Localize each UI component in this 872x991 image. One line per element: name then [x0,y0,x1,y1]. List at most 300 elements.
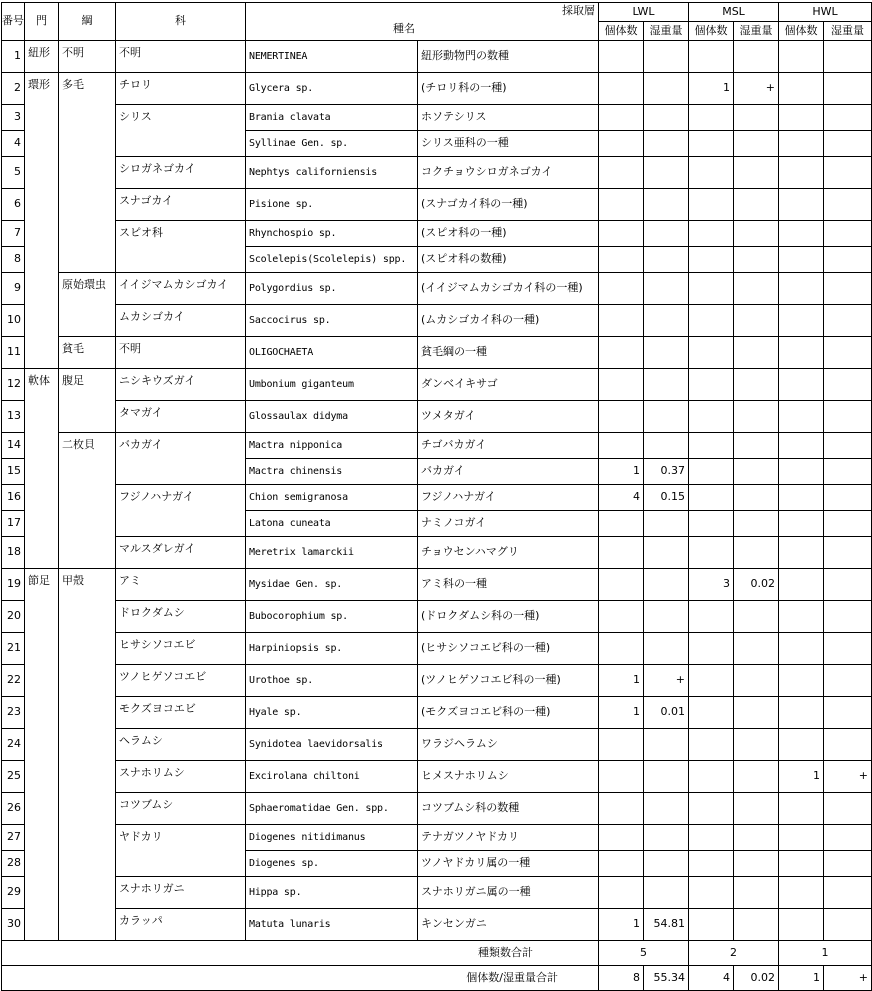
msl-weight [734,41,779,73]
lwl-count [599,877,644,909]
msl-weight [734,157,779,189]
row-number: 14 [2,433,25,459]
msl-count [689,761,734,793]
lwl-count [599,433,644,459]
table-row [2,601,872,633]
japanese-name: ツノヤドカリ属の一種 [418,851,599,877]
msl-weight [734,665,779,697]
japanese-name: テナガツノヤドカリ [418,825,599,851]
msl-count [689,877,734,909]
lwl-weight [644,569,689,601]
lwl-count: 1 [599,909,644,941]
lwl-count [599,729,644,761]
lwl-count: 4 [599,485,644,511]
family-cell: モクズヨコエビ [116,697,246,729]
msl-weight [734,601,779,633]
hwl-count [779,305,824,337]
class-cell: 腹足 [59,369,116,433]
hwl-count [779,73,824,105]
lwl-weight [644,73,689,105]
lwl-count: 1 [599,697,644,729]
hwl-weight: + [824,761,872,793]
msl-count [689,729,734,761]
row-number: 18 [2,537,25,569]
row-number: 10 [2,305,25,337]
msl-weight [734,401,779,433]
table-row [2,697,872,729]
lwl-count [599,601,644,633]
table-row [2,221,872,247]
family-cell: アミ [116,569,246,601]
row-number: 29 [2,877,25,909]
msl-weight [734,433,779,459]
scientific-name: Diogenes nitidimanus [246,825,418,851]
msl-count [689,825,734,851]
header-weight: 湿重量 [824,22,872,41]
species-count-total-row [2,941,872,966]
hwl-weight [824,41,872,73]
scientific-name: Rhynchospio sp. [246,221,418,247]
japanese-name: (ヒサシソコエビ科の一種) [418,633,599,665]
scientific-name: Umbonium giganteum [246,369,418,401]
hwl-weight [824,825,872,851]
family-cell: スナゴカイ [116,189,246,221]
family-cell: マルスダレガイ [116,537,246,569]
msl-count [689,131,734,157]
table-row [2,337,872,369]
family-cell: 不明 [116,337,246,369]
lwl-count [599,221,644,247]
family-cell: コツブムシ [116,793,246,825]
japanese-name: 貧毛綱の一種 [418,337,599,369]
scientific-name: OLIGOCHAETA [246,337,418,369]
msl-count [689,433,734,459]
msl-count [689,247,734,273]
hwl-count [779,825,824,851]
msl-count: 3 [689,569,734,601]
lwl-weight [644,105,689,131]
hwl-weight [824,851,872,877]
lwl-weight: 0.15 [644,485,689,511]
scientific-name: Hyale sp. [246,697,418,729]
msl-count [689,157,734,189]
hwl-count [779,909,824,941]
japanese-name: (ムカシゴカイ科の一種) [418,305,599,337]
msl-weight [734,761,779,793]
japanese-name: キンセンガニ [418,909,599,941]
header-zone-lwl: LWL [599,3,689,22]
japanese-name: ヒメスナホリムシ [418,761,599,793]
row-number: 11 [2,337,25,369]
lwl-count [599,337,644,369]
msl-weight: + [734,73,779,105]
lwl-count [599,157,644,189]
msl-count [689,369,734,401]
hwl-weight-sum: + [824,966,872,991]
family-cell: バカガイ [116,433,246,485]
japanese-name: ダンベイキサゴ [418,369,599,401]
msl-count: 1 [689,73,734,105]
scientific-name: Pisione sp. [246,189,418,221]
hwl-count [779,41,824,73]
lwl-count [599,73,644,105]
lwl-count [599,131,644,157]
japanese-name: (ドロクダムシ科の一種) [418,601,599,633]
lwl-weight [644,41,689,73]
hwl-weight [824,909,872,941]
msl-count [689,909,734,941]
msl-count [689,793,734,825]
msl-weight [734,305,779,337]
hwl-count [779,485,824,511]
family-cell: シリス [116,105,246,157]
sum-label: 個体数/湿重量合計 [2,966,599,991]
lwl-weight [644,189,689,221]
phylum-cell: 紐形 [25,41,59,73]
msl-weight [734,729,779,761]
phylum-cell: 環形 [25,73,59,369]
scientific-name: Polygordius sp. [246,273,418,305]
hwl-weight [824,877,872,909]
lwl-weight [644,369,689,401]
header-count: 個体数 [779,22,824,41]
lwl-weight [644,131,689,157]
family-cell: タマガイ [116,401,246,433]
hwl-count [779,569,824,601]
msl-count [689,851,734,877]
lwl-weight [644,729,689,761]
family-cell: カラッパ [116,909,246,941]
table-row [2,729,872,761]
row-number: 8 [2,247,25,273]
msl-weight [734,851,779,877]
japanese-name: スナホリガニ属の一種 [418,877,599,909]
japanese-name: (スピオ科の一種) [418,221,599,247]
msl-count [689,665,734,697]
lwl-weight [644,247,689,273]
hwl-weight [824,729,872,761]
family-cell: ムカシゴカイ [116,305,246,337]
lwl-count [599,761,644,793]
scientific-name: Brania clavata [246,105,418,131]
msl-count [689,41,734,73]
table-row [2,537,872,569]
hwl-count [779,157,824,189]
japanese-name: (ツノヒゲソコエビ科の一種) [418,665,599,697]
lwl-count [599,825,644,851]
family-cell: シロガネゴカイ [116,157,246,189]
msl-count [689,485,734,511]
msl-weight [734,793,779,825]
scientific-name: Nephtys californiensis [246,157,418,189]
class-cell: 多毛 [59,73,116,273]
japanese-name: チゴバカガイ [418,433,599,459]
row-number: 15 [2,459,25,485]
species-table [1,2,872,991]
lwl-weight [644,537,689,569]
lwl-weight [644,793,689,825]
hwl-weight [824,485,872,511]
hwl-count [779,697,824,729]
family-cell: ヘラムシ [116,729,246,761]
msl-weight [734,273,779,305]
table-row [2,157,872,189]
table-row [2,665,872,697]
hwl-count [779,369,824,401]
msl-count [689,189,734,221]
msl-species-total: 2 [689,941,779,966]
hwl-weight [824,273,872,305]
scientific-name: NEMERTINEA [246,41,418,73]
row-number: 21 [2,633,25,665]
lwl-count [599,105,644,131]
hwl-weight [824,665,872,697]
scientific-name: Mysidae Gen. sp. [246,569,418,601]
scientific-name: Scolelepis(Scolelepis) spp. [246,247,418,273]
hwl-count [779,401,824,433]
family-cell: ドロクダムシ [116,601,246,633]
hwl-weight [824,247,872,273]
hwl-weight [824,189,872,221]
japanese-name: アミ科の一種 [418,569,599,601]
table-row [2,825,872,851]
table-row [2,909,872,941]
hwl-count [779,877,824,909]
lwl-weight [644,157,689,189]
lwl-weight [644,305,689,337]
table-row [2,633,872,665]
lwl-weight [644,601,689,633]
table-body [2,41,872,941]
row-number: 5 [2,157,25,189]
msl-weight [734,697,779,729]
family-cell: スナホリムシ [116,761,246,793]
japanese-name: シリス亜科の一種 [418,131,599,157]
row-number: 26 [2,793,25,825]
table-row [2,877,872,909]
family-cell: スナホリガニ [116,877,246,909]
msl-weight [734,105,779,131]
hwl-weight [824,511,872,537]
japanese-name: ホソテシリス [418,105,599,131]
lwl-count: 1 [599,459,644,485]
lwl-count [599,41,644,73]
scientific-name: Hippa sp. [246,877,418,909]
row-number: 6 [2,189,25,221]
hwl-count [779,189,824,221]
species-count-label: 種類数合計 [2,941,599,966]
lwl-weight: 54.81 [644,909,689,941]
japanese-name: ツメタガイ [418,401,599,433]
msl-count [689,633,734,665]
japanese-name: (スピオ科の数種) [418,247,599,273]
lwl-species-total: 5 [599,941,689,966]
lwl-weight-sum: 55.34 [644,966,689,991]
hwl-count [779,433,824,459]
header-weight: 湿重量 [644,22,689,41]
table-row [2,485,872,511]
family-cell: フジノハナガイ [116,485,246,537]
msl-weight [734,221,779,247]
msl-count [689,401,734,433]
row-number: 17 [2,511,25,537]
scientific-name: Excirolana chiltoni [246,761,418,793]
msl-count [689,337,734,369]
lwl-weight [644,761,689,793]
class-cell: 二枚貝 [59,433,116,569]
lwl-count [599,189,644,221]
row-number: 4 [2,131,25,157]
table-row [2,41,872,73]
lwl-count [599,569,644,601]
family-cell: チロリ [116,73,246,105]
lwl-count [599,537,644,569]
hwl-weight [824,793,872,825]
header-count: 個体数 [689,22,734,41]
lwl-count [599,401,644,433]
family-cell: イイジマムカシゴカイ [116,273,246,305]
japanese-name: (イイジマムカシゴカイ科の一種) [418,273,599,305]
hwl-weight [824,569,872,601]
msl-weight [734,537,779,569]
lwl-weight [644,511,689,537]
family-cell: ヤドカリ [116,825,246,877]
japanese-name: フジノハナガイ [418,485,599,511]
table-row [2,401,872,433]
msl-weight [734,131,779,157]
lwl-weight [644,877,689,909]
lwl-weight [644,433,689,459]
lwl-count [599,369,644,401]
hwl-weight [824,221,872,247]
scientific-name: Urothoe sp. [246,665,418,697]
msl-weight: 0.02 [734,569,779,601]
msl-count-sum: 4 [689,966,734,991]
scientific-name: Latona cuneata [246,511,418,537]
hwl-count [779,459,824,485]
lwl-count: 1 [599,665,644,697]
row-number: 9 [2,273,25,305]
hwl-weight [824,337,872,369]
hwl-count [779,511,824,537]
row-number: 12 [2,369,25,401]
scientific-name: Diogenes sp. [246,851,418,877]
row-number: 16 [2,485,25,511]
phylum-cell: 軟体 [25,369,59,569]
row-number: 23 [2,697,25,729]
hwl-count [779,247,824,273]
row-number: 30 [2,909,25,941]
header-phylum: 門 [25,3,59,41]
lwl-count [599,247,644,273]
row-number: 13 [2,401,25,433]
japanese-name: (スナゴカイ科の一種) [418,189,599,221]
hwl-count [779,729,824,761]
hwl-count [779,537,824,569]
msl-weight [734,459,779,485]
class-cell: 原始環虫 [59,273,116,337]
scientific-name: Syllinae Gen. sp. [246,131,418,157]
hwl-count [779,221,824,247]
header-species-cell [246,3,599,41]
msl-weight [734,511,779,537]
row-number: 3 [2,105,25,131]
row-number: 25 [2,761,25,793]
table-row [2,105,872,131]
hwl-weight [824,105,872,131]
header-zone-hwl: HWL [779,3,872,22]
lwl-count [599,511,644,537]
scientific-name: Glycera sp. [246,73,418,105]
family-cell: ヒサシソコエビ [116,633,246,665]
header-row-1 [2,3,872,22]
scientific-name: Mactra chinensis [246,459,418,485]
scientific-name: Synidotea laevidorsalis [246,729,418,761]
hwl-species-total: 1 [779,941,872,966]
row-number: 19 [2,569,25,601]
table-row [2,569,872,601]
msl-count [689,697,734,729]
lwl-weight [644,273,689,305]
lwl-count-sum: 8 [599,966,644,991]
msl-weight [734,825,779,851]
table-row [2,761,872,793]
lwl-weight: 0.01 [644,697,689,729]
hwl-count [779,851,824,877]
table-row [2,273,872,305]
hwl-weight [824,697,872,729]
hwl-weight [824,305,872,337]
hwl-count [779,105,824,131]
class-cell: 不明 [59,41,116,73]
hwl-weight [824,401,872,433]
row-number: 24 [2,729,25,761]
msl-count [689,273,734,305]
hwl-weight [824,131,872,157]
table-row [2,189,872,221]
hwl-count: 1 [779,761,824,793]
hwl-count [779,633,824,665]
table-row [2,793,872,825]
msl-weight [734,485,779,511]
msl-count [689,221,734,247]
msl-count [689,459,734,485]
msl-weight-sum: 0.02 [734,966,779,991]
header-layer: 採取層 [562,4,595,17]
row-number: 2 [2,73,25,105]
msl-weight [734,247,779,273]
japanese-name: コクチョウシロガネゴカイ [418,157,599,189]
class-cell: 貧毛 [59,337,116,369]
sum-total-row [2,966,872,991]
hwl-weight [824,633,872,665]
msl-count [689,537,734,569]
japanese-name: バカガイ [418,459,599,485]
header-family: 科 [116,3,246,41]
japanese-name: ワラジヘラムシ [418,729,599,761]
lwl-count [599,633,644,665]
hwl-weight [824,433,872,459]
hwl-weight [824,537,872,569]
msl-count [689,305,734,337]
hwl-count [779,793,824,825]
lwl-weight [644,851,689,877]
msl-weight [734,633,779,665]
family-cell: ニシキウズガイ [116,369,246,401]
scientific-name: Meretrix lamarckii [246,537,418,569]
hwl-count [779,273,824,305]
hwl-weight [824,601,872,633]
